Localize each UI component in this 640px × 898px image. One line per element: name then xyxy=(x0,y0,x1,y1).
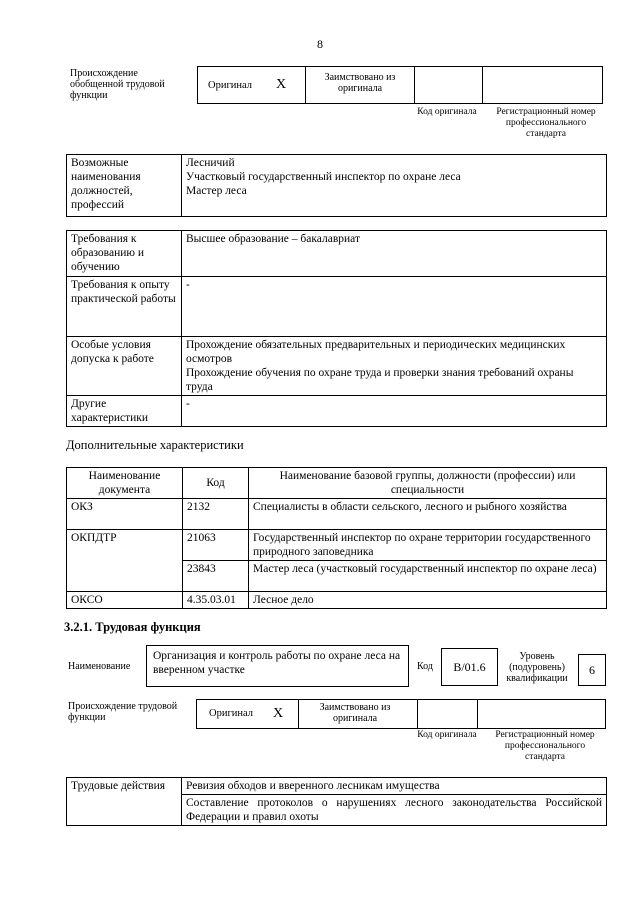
additional-title: Дополнительные характеристики xyxy=(66,438,244,452)
page-number: 8 xyxy=(317,37,323,51)
original-label: Оригинал xyxy=(208,80,252,91)
origin-label: Происхождение обобщенной трудовой функции xyxy=(70,68,165,101)
divider xyxy=(477,700,478,728)
position-item: Мастер леса xyxy=(186,185,247,197)
column-header: Код xyxy=(183,468,249,499)
positions-label: Возможные наименования должностей, профессий xyxy=(67,155,182,217)
labor-action-item: Ревизия обходов и вверенного лесникам имущества xyxy=(182,778,607,795)
labor-action-item xyxy=(182,795,607,826)
requirement-item: Прохождение обучения по охране труда и проверки знания требований охраны труда xyxy=(186,367,574,393)
reg-caption: Регистрационный номер профессионального стандарта xyxy=(496,107,596,139)
borrowed-label: Заимствовано из оригинала xyxy=(319,702,391,724)
labor-actions-table xyxy=(66,777,607,826)
reg-caption: Регистрационный номер профессионального стандарта xyxy=(495,730,595,762)
original-mark: X xyxy=(273,706,284,721)
origin-label: Происхождение трудовой функции xyxy=(68,701,178,723)
doc-cell: ОКЗ xyxy=(67,499,183,530)
section-title: 3.2.1. Трудовая функция xyxy=(64,620,201,634)
name-cell: Мастер леса (участковый государственный инспектор по охране леса) xyxy=(249,561,607,592)
requirement-value xyxy=(182,337,607,396)
divider xyxy=(414,67,415,103)
column-header: Наименование базовой группы, должности (профессии) или специальности xyxy=(249,468,607,499)
table-row xyxy=(67,530,607,561)
code-cell: 21063 xyxy=(183,530,249,561)
divider xyxy=(482,67,483,103)
code-cell: 2132 xyxy=(183,499,249,530)
divider xyxy=(298,700,299,728)
position-item: Лесничий xyxy=(186,157,235,169)
column-header: Наименование документа xyxy=(67,468,183,499)
name-label: Наименование xyxy=(68,661,131,672)
borrowed-label: Заимствовано из оригинала xyxy=(324,72,396,94)
divider xyxy=(305,67,306,103)
doc-cell: ОКСО xyxy=(67,592,183,609)
requirement-label: Особые условия допуска к работе xyxy=(67,337,182,396)
labor-actions-label: Трудовые действия xyxy=(67,778,182,826)
code-caption: Код оригинала xyxy=(417,107,477,117)
name-cell: Специалисты в области сельского, лесного и рыбного хозяйства xyxy=(249,499,607,530)
table-row xyxy=(67,592,607,609)
origin-box xyxy=(197,66,603,104)
function-name: Организация и контроль работы по охране леса на вверенном участке xyxy=(146,645,409,687)
requirement-label: Требования к образованию и обучению xyxy=(67,231,182,277)
function-code: B/01.6 xyxy=(441,648,498,686)
original-label: Оригинал xyxy=(209,708,253,719)
requirement-item: Прохождение обязательных предварительных и периодических медицинских осмотров xyxy=(186,339,566,365)
name-cell: Государственный инспектор по охране территории государственного природного заповедника xyxy=(249,530,607,561)
level-label: Уровень (подуровень) квалификации xyxy=(506,651,568,684)
requirement-value: - xyxy=(182,277,607,337)
code-label: Код xyxy=(417,661,433,672)
labor-action-text: Составление протоколов о нарушениях лесного законодательства Российской Федерации и правил охоты xyxy=(186,797,602,823)
original-mark: X xyxy=(276,77,287,92)
table-row xyxy=(67,499,607,530)
code-cell: 23843 xyxy=(183,561,249,592)
level-value: 6 xyxy=(578,654,606,686)
position-item: Участковый государственный инспектор по охране леса xyxy=(186,171,461,183)
code-cell: 4.35.03.01 xyxy=(183,592,249,609)
requirement-value: Высшее образование – бакалавриат xyxy=(182,231,607,277)
origin-box xyxy=(196,699,606,729)
requirement-label: Требования к опыту практической работы xyxy=(67,277,182,337)
divider xyxy=(417,700,418,728)
positions-table xyxy=(66,154,607,217)
doc-cell: ОКПДТР xyxy=(67,530,183,592)
requirement-label: Другие характеристики xyxy=(67,396,182,427)
name-cell: Лесное дело xyxy=(249,592,607,609)
requirement-value: - xyxy=(182,396,607,427)
characteristics-table xyxy=(66,467,607,609)
positions-values xyxy=(182,155,607,217)
code-caption: Код оригинала xyxy=(417,730,477,740)
requirements-table xyxy=(66,230,607,427)
